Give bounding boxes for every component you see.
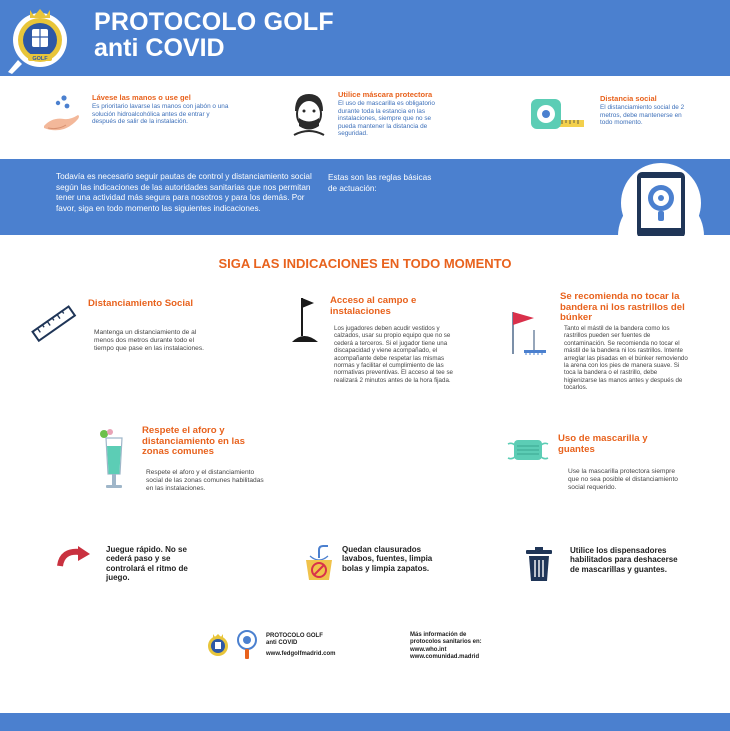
section-heading: SIGA LAS INDICACIONES EN TODO MOMENTO [218, 256, 512, 271]
flag-rake-icon [504, 308, 550, 356]
rule-access-title: Acceso al campo e instalaciones [330, 295, 417, 317]
tip-closed-facilities: Quedan clausurados lavabos, fuentes, limpia bolas y limpia zapatos. [342, 545, 433, 573]
mask-person-icon [288, 91, 330, 137]
page-title-line1: PROTOCOLO GOLF [94, 8, 334, 36]
federation-crest-logo [6, 2, 70, 74]
footer-madrid-link[interactable]: www.comunidad.madrid [410, 654, 480, 660]
tip-mask-title: Utilice máscara protectora [338, 90, 433, 99]
tip-distance-title: Distancia social [600, 94, 657, 103]
tape-measure-icon [528, 96, 586, 132]
drink-glass-icon [96, 428, 130, 490]
footer-crest-logo [206, 632, 230, 658]
rule-flag-body: Tanto el mástil de la bandera como los rastrillos pueden ser fuentes de contaminación. Se recomienda no tocar el mástil de la bandera ni los rastrillos. Intente arreglar las pisadas en el búnker removiendo la arena con los pies de manera suave. Si toca la bandera o el rastrillo, debe higienizarse las manos antes y después de tocarlos. [564, 325, 688, 392]
rule-access-body: Los jugadores deben acudir vestidos y calzados, usar su propio equipo que no se cederá a terceros. Si el jugador tiene una discapacidad y viene acompañado, el acompañante debe respetar las mismas normas y facilitar el cumplimiento de las normativas preventivas. El acceso al tee se realizará 2 minutos antes de la hora fijada. [334, 325, 453, 384]
rule-capacity-body: Respete el aforo y el distanciamiento social de las zonas comunes habilitadas en las instalaciones. [146, 469, 264, 492]
tip-dispensers: Utilice los dispensadores habilitados para deshacerse de mascarillas y guantes. [570, 546, 678, 574]
face-mask-icon [506, 436, 550, 464]
footer-brand-line1: PROTOCOLO GOLF [266, 633, 323, 639]
footer-url-link[interactable]: www.fedgolfmadrid.com [266, 651, 336, 657]
golf-flag-icon [290, 296, 320, 344]
rule-distancing-title: Distanciamiento Social [88, 298, 194, 309]
footer-info-line1: Más información de [410, 632, 467, 638]
tip-wash-body: Es prioritario lavarse las manos con jabón o una solución hidroalcohólica antes de entrar y después de salir de la instalación. [92, 103, 229, 126]
footer-brand-line2: anti COVID [266, 640, 298, 646]
crest-label: GOLF [32, 56, 48, 62]
rule-distancing-body: Mantenga un distanciamiento de al menos dos metros durante todo el tiempo que pase en las instalaciones. [94, 329, 204, 352]
intro-rules-text: Estas son las reglas básicas de actuación: [328, 173, 432, 193]
trash-bin-icon [524, 546, 554, 582]
ruler-icon [30, 304, 78, 344]
footer-who-link[interactable]: www.who.int [410, 647, 447, 653]
footer-info-line2: protocolos sanitarios en: [410, 639, 482, 645]
rule-mask-title: Uso de mascarilla y guantes [558, 433, 648, 455]
tip-wash-title: Lávese las manos o use gel [92, 93, 191, 102]
tip-distance-body: El distanciamiento social de 2 metros, debe mantenerse en todo momento. [600, 104, 685, 127]
closed-fountain-icon [302, 542, 336, 582]
tip-mask-body: El uso de mascarilla es obligatorio durante toda la estancia en las instalaciones, siempre que no se pueda mantener la distancia de seguridad. [338, 100, 435, 138]
footer-bar [0, 713, 730, 731]
phone-app-icon [618, 160, 704, 236]
rule-flag-title: Se recomienda no tocar la bandera ni los rastrillos del búnker [560, 291, 685, 323]
footer-magnifier-icon [236, 630, 258, 660]
tip-play-fast: Juegue rápido. No se cederá paso y se controlará el ritmo de juego. [106, 545, 188, 582]
rule-capacity-title: Respete el aforo y distanciamiento en las zonas comunes [142, 425, 245, 457]
page-title-line2: anti COVID [94, 34, 225, 62]
u-turn-arrow-icon [56, 546, 92, 568]
rule-mask-body: Use la mascarilla protectora siempre que no sea posible el distanciamiento social requerido. [568, 468, 678, 491]
intro-text: Todavía es necesario seguir pautas de control y distanciamiento social según las indicaciones de las autoridades sanitarias que nos permitan tener una actividad más segura para nosotros y para los demás. Por favor, siga en todo momento las siguientes indicaciones. [56, 172, 312, 213]
hand-wash-icon [42, 94, 82, 136]
